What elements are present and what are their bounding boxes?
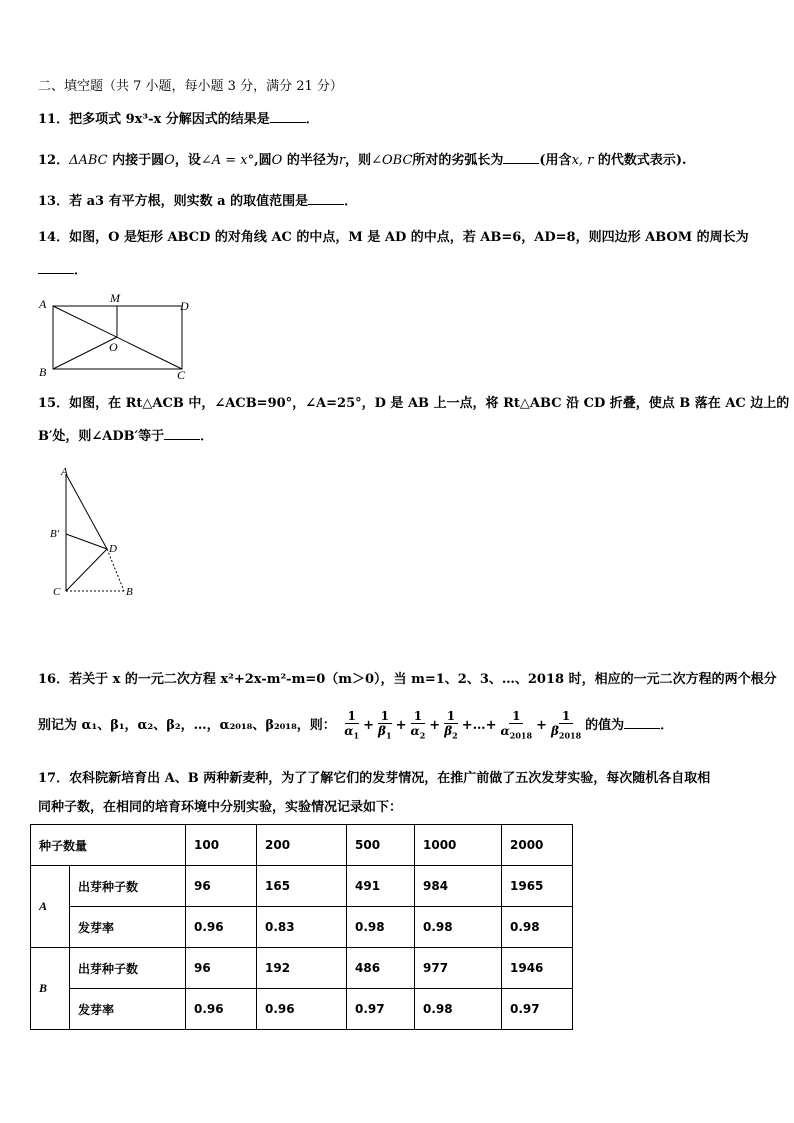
q12-text-1: 内接于圆 — [107, 153, 165, 168]
row-label: 出芽种子数 — [70, 948, 186, 989]
table-cell: 0.98 — [415, 907, 502, 948]
q11-text: 把多项式 9x³-x 分解因式的结果是 — [69, 112, 270, 127]
table-header-cell: 2000 — [502, 825, 573, 866]
table-cell: 0.96 — [186, 907, 257, 948]
table-row — [31, 907, 573, 948]
q14-text: 如图，O 是矩形 ABCD 的对角线 AC 的中点，M 是 AD 的中点，若 AB=6，AD=8，则四边形 ABOM 的周长为 — [69, 230, 749, 245]
germination-table — [30, 824, 573, 1030]
q16-end: ． — [660, 718, 674, 733]
q11-end: ． — [305, 112, 319, 127]
table-cell: 0.96 — [257, 989, 347, 1030]
table-cell: 486 — [347, 948, 415, 989]
side-ad — [66, 474, 107, 549]
q13-blank — [308, 192, 344, 205]
table-cell: 0.98 — [502, 907, 573, 948]
q14-number: 14． — [38, 230, 70, 245]
plus-sign: + — [536, 718, 547, 733]
fraction-1-over-beta2018: $\frac{1}{\beta_{2018}}$ — [550, 708, 582, 741]
question-13 — [38, 192, 357, 211]
q12-triangle-abc: ΔABC — [69, 153, 108, 168]
plus-sign: + — [429, 718, 441, 733]
label-c: C — [177, 368, 186, 382]
q12-text-4: 的半径为 — [282, 153, 339, 168]
fraction-1-over-alpha2: $\frac{1}{\alpha_2}$ — [410, 708, 426, 741]
q16-blank — [624, 716, 660, 729]
fold-line-cd — [66, 549, 107, 591]
label-b: B — [126, 586, 133, 598]
fraction-1-over-beta2: $\frac{1}{\beta_2}$ — [444, 708, 458, 741]
question-14 — [38, 229, 749, 247]
label-c: C — [53, 586, 61, 598]
fraction-1-over-alpha1: $\frac{1}{\alpha_1}$ — [344, 708, 360, 741]
q15-line2: B′处，则∠ADB′等于 — [38, 429, 165, 444]
table-cell: 0.83 — [257, 907, 347, 948]
q15-number: 15． — [38, 396, 70, 411]
label-o: O — [109, 340, 118, 354]
table-row — [31, 948, 573, 989]
table-cell: 0.98 — [415, 989, 502, 1030]
q15-line1: 如图，在 Rt△ACB 中，∠ACB=90°，∠A=25°，D 是 AB 上一点，将 Rt△ABC 沿 CD 折叠，使点 B 落在 AC 边上的 — [69, 396, 790, 411]
group-label-b: B — [31, 948, 70, 1030]
label-a: A — [39, 297, 47, 311]
table-header-cell: 100 — [186, 825, 257, 866]
q12-text-5: ，则 — [345, 153, 372, 168]
q12-vars-x-r: x, r — [571, 153, 594, 168]
q12-circle-o-2: O — [271, 153, 283, 168]
question-15 — [38, 395, 789, 413]
question-16 — [38, 671, 777, 689]
segment-bprime-d — [66, 534, 107, 549]
question-17 — [38, 770, 710, 788]
q11-number: 11． — [38, 112, 70, 127]
label-d: D — [109, 543, 117, 555]
label-a: A — [61, 466, 68, 478]
label-d: D — [180, 299, 189, 313]
q16-line1: 若关于 x 的一元二次方程 x²+2x-m²-m=0（m＞0），当 m=1、2、3、…、2018 时，相应的一元二次方程的两个根分 — [69, 672, 777, 687]
q15-triangle-figure — [46, 462, 146, 602]
q12-blank — [503, 151, 539, 164]
table-cell: 96 — [186, 866, 257, 907]
label-b: B — [39, 365, 47, 379]
q13-number: 13． — [38, 194, 70, 209]
q13-end: ． — [344, 194, 358, 209]
table-row — [31, 866, 573, 907]
question-11 — [38, 110, 319, 129]
row-label: 出芽种子数 — [70, 866, 186, 907]
q15-line-2 — [38, 427, 213, 446]
table-cell: 984 — [415, 866, 502, 907]
q16-line-2 — [38, 706, 673, 746]
q14-end: ． — [74, 263, 88, 278]
ellipsis-sum: +…+ — [461, 718, 497, 733]
table-cell: 192 — [257, 948, 347, 989]
table-cell: 0.97 — [347, 989, 415, 1030]
group-label-a: A — [31, 866, 70, 948]
table-row — [31, 989, 573, 1030]
q12-text-6: 所对的劣弧长为 — [412, 153, 504, 168]
q12-text-3: ,圆 — [254, 153, 272, 168]
table-header-cell: 种子数量 — [31, 825, 186, 866]
table-cell: 0.96 — [186, 989, 257, 1030]
q17-line1: 农科院新培育出 A、B 两种新麦种，为了了解它们的发芽情况，在推广前做了五次发芽实验，每次随机各自取相 — [69, 771, 711, 786]
q12-text-2: ，设 — [174, 153, 201, 168]
fraction-1-over-alpha2018: $\frac{1}{\alpha_{2018}}$ — [500, 708, 533, 741]
table-cell: 0.97 — [502, 989, 573, 1030]
q16-number: 16． — [38, 672, 70, 687]
section-header: 二、填空题（共 7 小题，每小题 3 分，满分 21 分） — [38, 79, 343, 94]
q12-circle-o: O — [164, 153, 175, 168]
q12-text-7: (用含 — [539, 153, 572, 168]
q12-angle-a: ∠A = x° — [200, 153, 255, 168]
q12-text-8: 的代数式表示). — [593, 153, 687, 168]
q14-answer-line — [38, 261, 87, 280]
q16-line2-pre: 别记为 α₁、β₁，α₂、β₂，…，α₂₀₁₈、β₂₀₁₈，则： — [38, 718, 336, 733]
q12-radius-r: r — [338, 153, 346, 168]
table-cell: 1946 — [502, 948, 573, 989]
q17-line-2: 同种子数，在相同的培育环境中分别实验，实验情况记录如下： — [38, 800, 403, 815]
row-label: 发芽率 — [70, 907, 186, 948]
segment-bo — [53, 337, 117, 369]
q12-number: 12． — [38, 153, 70, 168]
label-m: M — [110, 291, 120, 305]
table-header-cell: 200 — [257, 825, 347, 866]
q14-rectangle-figure — [34, 290, 199, 382]
q17-number: 17． — [38, 771, 70, 786]
fraction-1-over-beta1: $\frac{1}{\beta_1}$ — [378, 708, 392, 741]
plus-sign: + — [395, 718, 407, 733]
table-cell: 491 — [347, 866, 415, 907]
q12-angle-obc: ∠OBC — [371, 153, 413, 168]
table-cell: 165 — [257, 866, 347, 907]
table-header-cell: 1000 — [415, 825, 502, 866]
table-header-row — [31, 825, 573, 866]
table-header-cell: 500 — [347, 825, 415, 866]
table-cell: 1965 — [502, 866, 573, 907]
q15-end: ． — [200, 429, 214, 444]
table-cell: 96 — [186, 948, 257, 989]
q16-line2-post: 的值为 — [585, 718, 625, 733]
row-label: 发芽率 — [70, 989, 186, 1030]
plus-sign: + — [363, 718, 375, 733]
table-cell: 977 — [415, 948, 502, 989]
question-12 — [38, 151, 687, 170]
dashed-db — [107, 549, 124, 591]
q15-blank — [164, 427, 200, 440]
q13-text: 若 a3 有平方根，则实数 a 的取值范围是 — [69, 194, 309, 209]
q14-blank — [38, 261, 74, 274]
q11-blank — [270, 110, 306, 123]
table-cell: 0.98 — [347, 907, 415, 948]
label-b-prime: B′ — [50, 528, 60, 540]
